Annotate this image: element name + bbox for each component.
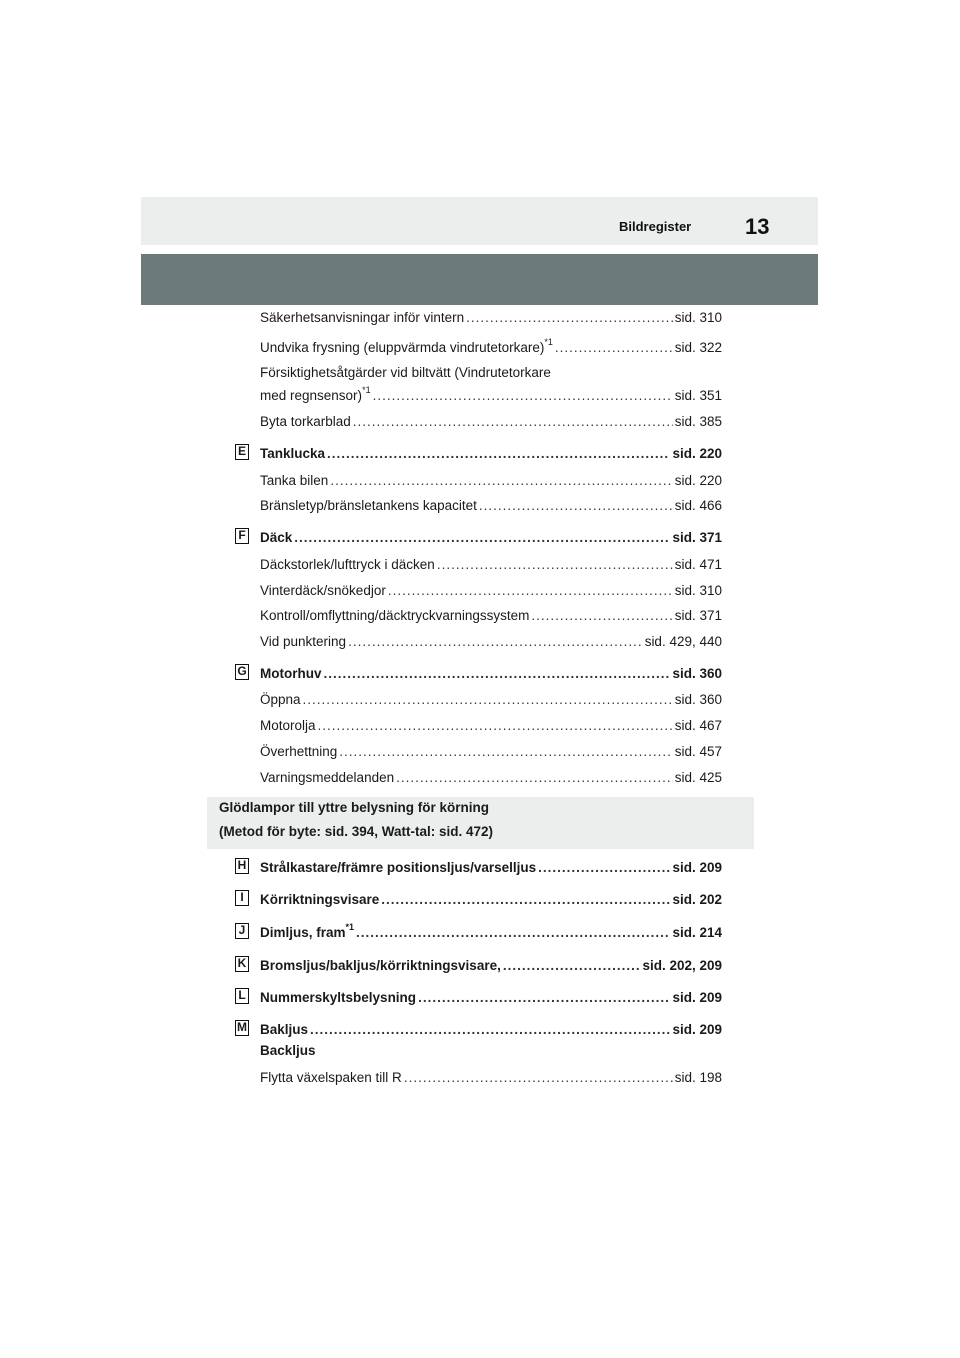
page-reference[interactable]: sid. 310 — [674, 310, 722, 325]
entry-text: Bromsljus/bakljus/körriktningsvisare, — [260, 958, 501, 973]
section-badge-m: M — [237, 1020, 247, 1034]
index-entry[interactable] — [260, 921, 722, 942]
leader-dots — [466, 309, 673, 327]
index-entry[interactable] — [260, 309, 722, 327]
leader-dots — [396, 769, 673, 787]
page-reference[interactable]: sid. 209 — [672, 860, 722, 875]
index-entry[interactable] — [260, 633, 722, 651]
index-entry[interactable] — [260, 472, 722, 490]
page-reference[interactable]: sid. 202, 209 — [642, 958, 722, 973]
page-reference[interactable]: sid. 214 — [672, 925, 722, 940]
info-box — [207, 797, 754, 849]
leader-dots — [353, 413, 673, 431]
leader-dots — [348, 633, 643, 651]
leader-dots — [303, 691, 673, 709]
section-banner — [141, 254, 818, 305]
index-entry[interactable] — [260, 891, 722, 909]
leader-dots — [388, 582, 673, 600]
index-entry[interactable] — [260, 859, 722, 877]
entry-text: Nummerskyltsbelysning — [260, 990, 417, 1005]
entry-text: Motorhuv — [260, 666, 322, 681]
leader-dots — [294, 529, 670, 547]
leader-dots — [310, 1021, 670, 1039]
leader-dots — [531, 607, 672, 625]
index-entry[interactable] — [260, 384, 722, 405]
entry-text: Dimljus, fram$^{*1}$ — [260, 921, 355, 940]
leader-dots — [437, 556, 673, 574]
page-reference[interactable]: sid. 202 — [672, 892, 722, 907]
info-box-line-2: (Metod för byte: sid. 394, Watt-tal: sid. 472) — [219, 824, 494, 839]
leader-dots — [327, 445, 670, 463]
section-badge-g: G — [235, 664, 249, 680]
leader-dots — [479, 497, 673, 515]
index-entry[interactable] — [260, 743, 722, 761]
index-entry[interactable] — [260, 665, 722, 683]
section-title: Bildregister — [619, 219, 692, 234]
index-entry[interactable] — [260, 336, 722, 357]
info-box-line-1: Glödlampor till yttre belysning för körning — [219, 800, 490, 815]
index-entry[interactable] — [260, 769, 722, 787]
page-reference[interactable]: sid. 322 — [674, 340, 722, 355]
section-badge-f: F — [235, 528, 249, 544]
leader-dots — [381, 891, 670, 909]
section-badge-k: K — [235, 956, 249, 972]
page-reference[interactable]: sid. 310 — [674, 583, 722, 598]
section-badge-i: I — [235, 890, 249, 906]
section-badge-h: H — [235, 858, 249, 874]
leader-dots — [318, 717, 673, 735]
leader-dots — [404, 1069, 673, 1087]
leader-dots — [339, 743, 672, 761]
page-reference[interactable]: sid. 466 — [674, 498, 722, 513]
entry-text: Tanklucka — [260, 446, 326, 461]
page-reference[interactable]: sid. 360 — [674, 692, 722, 707]
index-entry[interactable] — [260, 1069, 722, 1087]
page-reference[interactable]: sid. 220 — [674, 473, 722, 488]
index-entry[interactable] — [260, 529, 722, 547]
entry-text: Vinterdäck/snökedjor — [260, 583, 386, 598]
entry-text: med regnsensor)$^{*1}$ — [260, 384, 371, 403]
entry-text: Flytta växelspaken till R — [260, 1070, 402, 1085]
page-reference[interactable]: sid. 457 — [674, 744, 722, 759]
page-reference[interactable]: sid. 371 — [674, 608, 722, 623]
entry-text: Säkerhetsanvisningar inför vintern — [260, 310, 465, 325]
page-reference[interactable]: sid. 209 — [672, 990, 722, 1005]
index-entry[interactable] — [260, 957, 722, 975]
index-entry[interactable] — [260, 989, 722, 1007]
entry-text: Backljus — [260, 1043, 316, 1058]
page-number: 13 — [745, 214, 770, 239]
footnote-marker: *1 — [362, 384, 371, 395]
footnote-marker: *1 — [345, 921, 355, 932]
page-reference[interactable]: sid. 351 — [674, 388, 722, 403]
entry-text: Bakljus — [260, 1022, 309, 1037]
entry-text: Tanka bilen — [260, 473, 329, 488]
entry-text: Byta torkarblad — [260, 414, 351, 429]
leader-dots — [373, 387, 673, 405]
leader-dots — [356, 924, 670, 942]
section-badge-j: J — [235, 923, 249, 939]
section-badge-l: L — [235, 988, 249, 1004]
entry-text: Bränsletyp/bränsletankens kapacitet — [260, 498, 477, 513]
page-reference[interactable]: sid. 385 — [674, 414, 722, 429]
page-reference[interactable]: sid. 209 — [672, 1022, 722, 1037]
page-reference[interactable]: sid. 220 — [672, 446, 722, 461]
index-entry[interactable] — [260, 582, 722, 600]
index-entry[interactable] — [260, 413, 722, 431]
leader-dots — [538, 859, 670, 877]
leader-dots — [330, 472, 672, 490]
page-reference[interactable]: sid. 360 — [672, 666, 722, 681]
leader-dots — [324, 665, 671, 683]
index-entry[interactable] — [260, 691, 722, 709]
entry-text: Varningsmeddelanden — [260, 770, 395, 785]
header-band — [141, 197, 818, 245]
entry-text: Däck — [260, 530, 293, 545]
entry-text: Däckstorlek/lufttryck i däcken — [260, 557, 435, 572]
index-entry[interactable] — [260, 607, 722, 625]
page-reference[interactable]: sid. 425 — [674, 770, 722, 785]
section-badge-e: E — [235, 444, 249, 460]
entry-text: Kontroll/omflyttning/däcktryckvarningssystem — [260, 608, 530, 623]
page-reference[interactable]: sid. 467 — [674, 718, 722, 733]
entry-text: Strålkastare/främre positionsljus/varselljus — [260, 860, 537, 875]
leader-dots — [555, 339, 673, 357]
entry-text: Motorolja — [260, 718, 316, 733]
footnote-marker: *1 — [544, 336, 553, 347]
page-reference[interactable]: sid. 471 — [674, 557, 722, 572]
page-reference[interactable]: sid. 371 — [672, 530, 722, 545]
index-entry[interactable] — [260, 556, 722, 574]
page-reference[interactable]: sid. 429, 440 — [644, 634, 722, 649]
entry-text: Körriktningsvisare — [260, 892, 380, 907]
index-entry[interactable] — [260, 445, 722, 463]
entry-text: Vid punktering — [260, 634, 347, 649]
leader-dots — [418, 989, 670, 1007]
index-entry[interactable] — [260, 497, 722, 515]
entry-text: Öppna — [260, 692, 301, 707]
index-entry[interactable] — [260, 717, 722, 735]
entry-text: Undvika frysning (eluppvärmda vindrutetorkare)$^{*1}$ — [260, 336, 553, 355]
index-entry[interactable] — [260, 1021, 722, 1039]
leader-dots — [503, 957, 641, 975]
entry-text: Överhettning — [260, 744, 338, 759]
entry-text: Försiktighetsåtgärder vid biltvätt (Vindrutetorkare — [260, 365, 551, 380]
page-reference[interactable]: sid. 198 — [674, 1070, 722, 1085]
